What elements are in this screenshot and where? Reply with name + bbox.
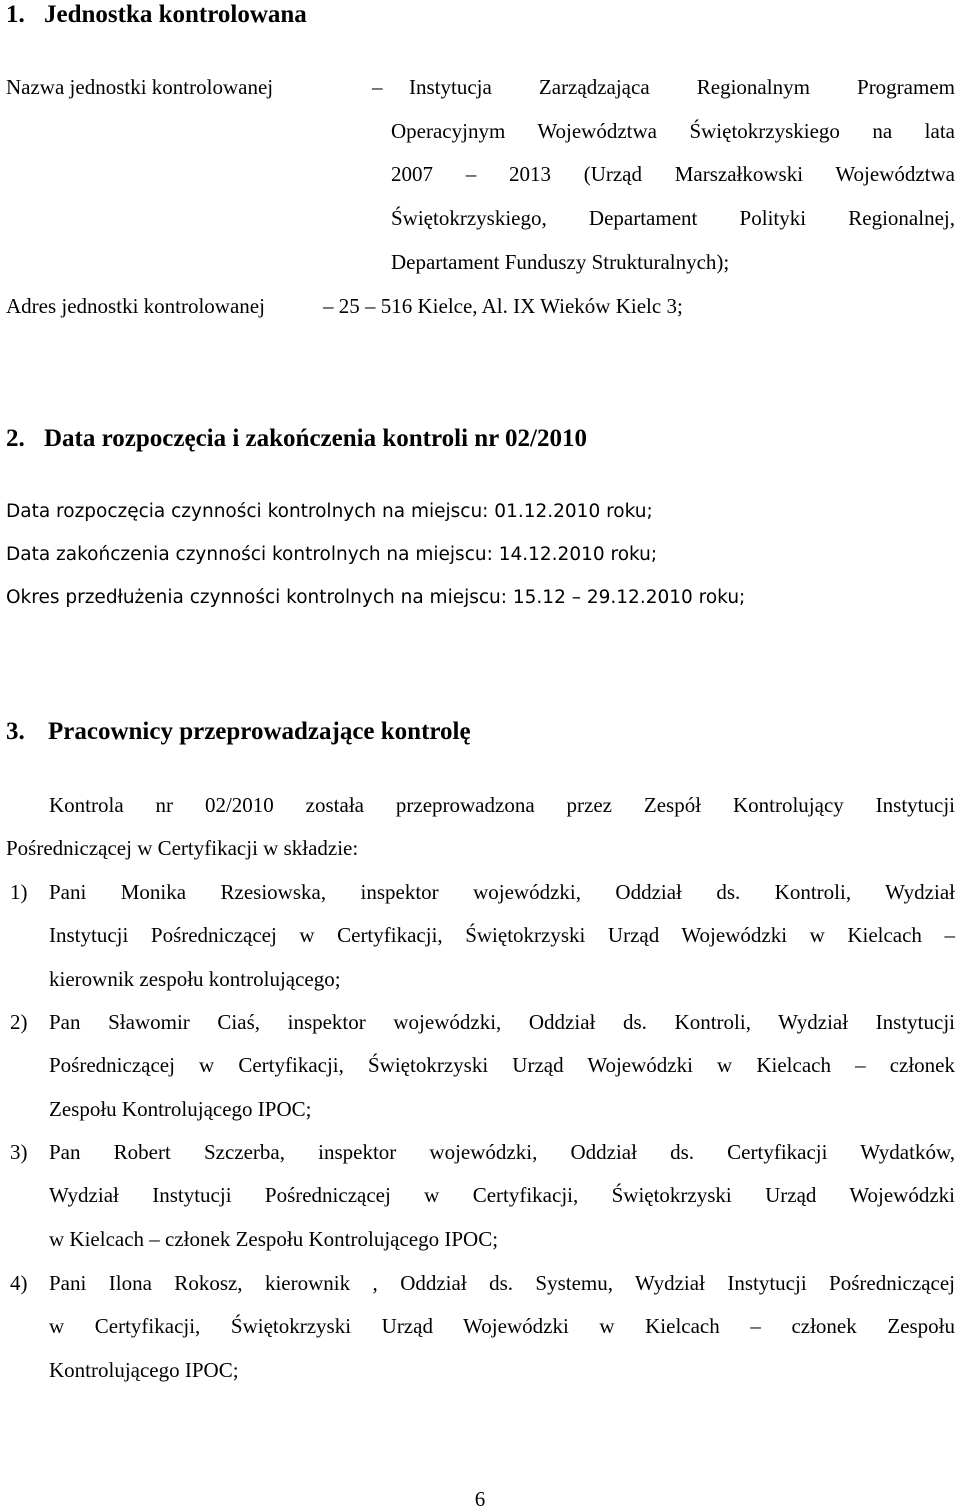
- member-2-line-2: Pośredniczącej w Certyfikacji, Świętokrzyski Urząd Wojewódzki w Kielcach – członek: [49, 1053, 955, 1077]
- member-3-line-2: Wydział Instytucji Pośredniczącej w Certyfikacji, Świętokrzyski Urząd Wojewódzki: [49, 1183, 955, 1207]
- section2-heading: [6, 424, 587, 454]
- intro-line-2: Pośredniczącej w Certyfikacji w składzie:: [6, 836, 359, 860]
- member-1-line-2: Instytucji Pośredniczącej w Certyfikacji, Świętokrzyski Urząd Wojewódzki w Kielcach –: [49, 923, 955, 947]
- section1-title: Jednostka kontrolowana: [44, 1, 307, 28]
- unit-name-line-2: Operacyjnym Województwa Świętokrzyskiego na lata: [391, 119, 955, 143]
- section3-heading: [6, 717, 471, 747]
- control-extension-period: Okres przedłużenia czynności kontrolnych na miejscu: 15.12 – 29.12.2010 roku;: [6, 587, 746, 608]
- member-4-line-1: Pani Ilona Rokosz, kierownik , Oddział ds. Systemu, Wydział Instytucji Pośredniczącej: [49, 1271, 955, 1295]
- member-4-number: 4): [10, 1271, 28, 1295]
- section1-number: 1.: [6, 1, 25, 28]
- section3-number: 3.: [6, 718, 25, 745]
- member-1-number: 1): [10, 880, 28, 904]
- unit-address-value: – 25 – 516 Kielce, Al. IX Wieków Kielc 3;: [323, 294, 683, 318]
- unit-name-dash: –: [372, 75, 383, 99]
- member-2-line-3: Zespołu Kontrolującego IPOC;: [49, 1097, 312, 1121]
- section2-title: Data rozpoczęcia i zakończenia kontroli nr 02/2010: [44, 425, 588, 452]
- control-start-date: Data rozpoczęcia czynności kontrolnych na miejscu: 01.12.2010 roku;: [6, 501, 653, 522]
- member-2-line-1: Pan Sławomir Ciaś, inspektor wojewódzki, Oddział ds. Kontroli, Wydział Instytucji: [49, 1010, 955, 1034]
- unit-address-label: Adres jednostki kontrolowanej: [6, 294, 265, 318]
- member-1-line-1: Pani Monika Rzesiowska, inspektor wojewódzki, Oddział ds. Kontroli, Wydział: [49, 880, 955, 904]
- member-3-line-1: Pan Robert Szczerba, inspektor wojewódzki, Oddział ds. Certyfikacji Wydatków,: [49, 1140, 955, 1164]
- unit-name-line-3: 2007 – 2013 (Urząd Marszałkowski Województwa: [391, 162, 955, 186]
- member-1-line-3: kierownik zespołu kontrolującego;: [49, 967, 341, 991]
- page-number: 6: [474, 1487, 486, 1511]
- unit-name-line-4: Świętokrzyskiego, Departament Polityki Regionalnej,: [391, 206, 955, 230]
- control-end-date: Data zakończenia czynności kontrolnych na miejscu: 14.12.2010 roku;: [6, 544, 658, 565]
- member-3-line-3: w Kielcach – członek Zespołu Kontrolującego IPOC;: [49, 1227, 499, 1251]
- member-2-number: 2): [10, 1010, 28, 1034]
- section1-heading: [6, 0, 307, 30]
- section3-title: Pracownicy przeprowadzające kontrolę: [48, 718, 471, 745]
- unit-name-line-5: Departament Funduszy Strukturalnych);: [391, 250, 730, 274]
- unit-name-label: Nazwa jednostki kontrolowanej: [6, 75, 274, 99]
- member-3-number: 3): [10, 1140, 28, 1164]
- unit-name-line-1: Instytucja Zarządzająca Regionalnym Programem: [409, 75, 955, 99]
- section2-number: 2.: [6, 425, 25, 452]
- intro-line-1: Kontrola nr 02/2010 została przeprowadzona przez Zespół Kontrolujący Instytucji: [49, 793, 955, 817]
- member-4-line-3: Kontrolującego IPOC;: [49, 1358, 239, 1382]
- member-4-line-2: w Certyfikacji, Świętokrzyski Urząd Wojewódzki w Kielcach – członek Zespołu: [49, 1314, 955, 1338]
